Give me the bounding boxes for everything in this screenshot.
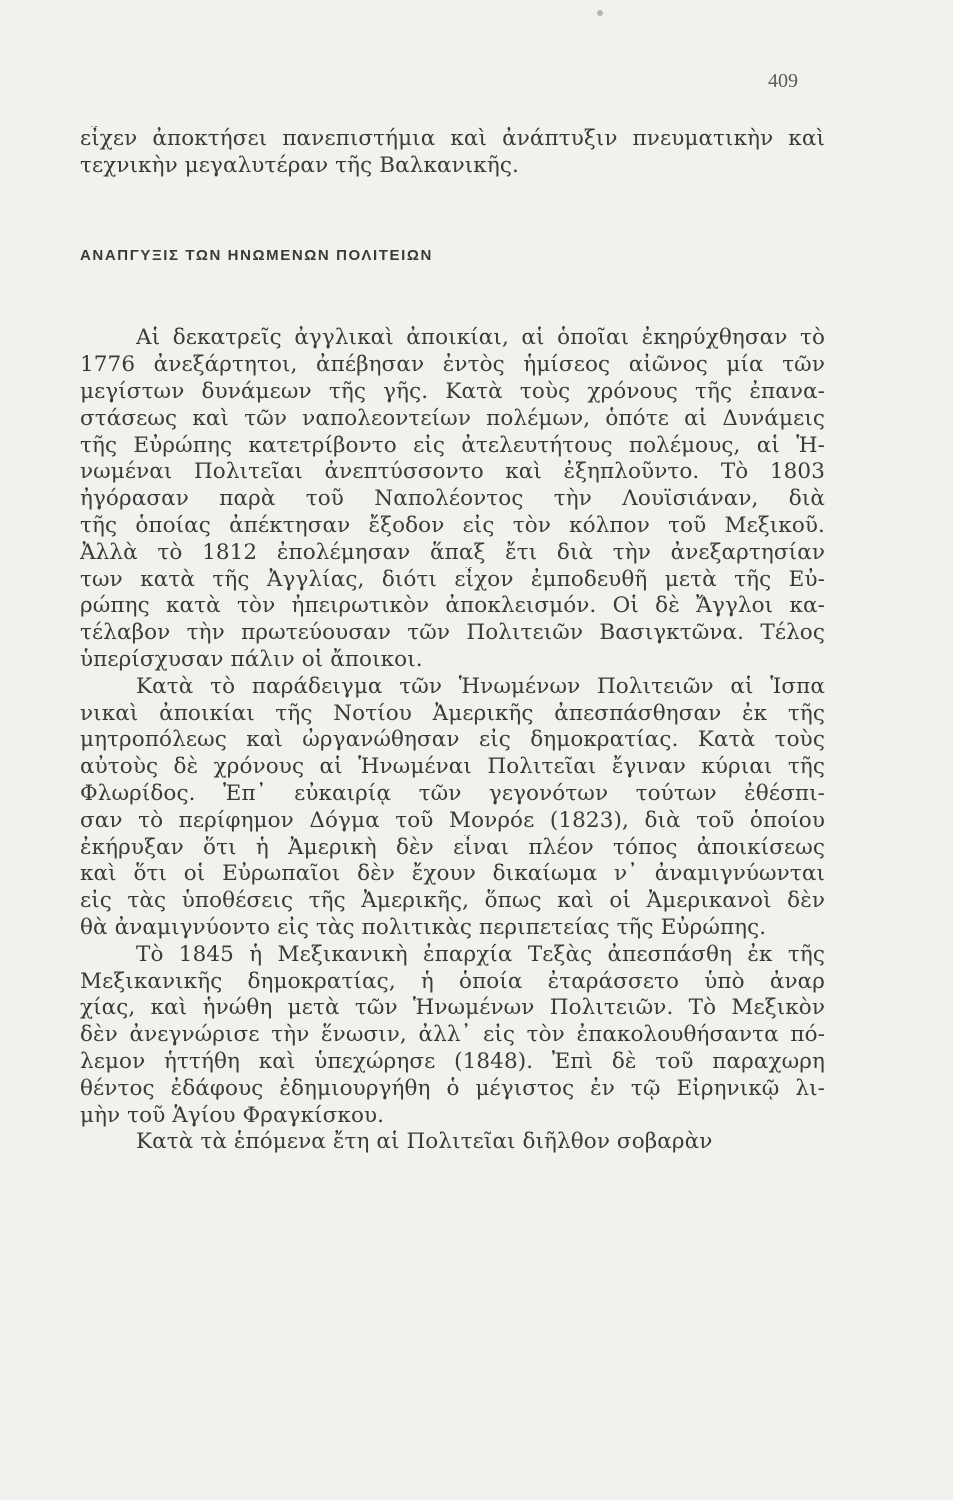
text-line: Ἀλλὰ τὸ 1812 ἐπολέμησαν ἅπαξ ἔτι διὰ τὴν ἀνεξαρτησίαν <box>80 539 825 565</box>
text-line: τέλαβον τὴν πρωτεύουσαν τῶν Πολιτειῶν Βασιγκτῶνα. Τέλος <box>80 620 825 646</box>
text-line: λεμον ἡττήθη καὶ ὑπεχώρησε (1848). Ἐπὶ δὲ τοῦ παραχωρη <box>80 1048 825 1074</box>
text-line: τῆς Εὐρώπης κατετρίβοντο εἰς ἀτελευτήτους πολέμους, αἱ Ἡ- <box>80 432 825 458</box>
text-line: δὲν ἀνεγνώρισε τὴν ἕνωσιν, ἀλλ᾿ εἰς τὸν ἐπακολουθήσαντα πό- <box>80 1022 825 1048</box>
text-line: θέντος ἐδάφους ἐδημιουργήθη ὁ μέγιστος ἐν τῷ Εἰρηνικῷ λι- <box>80 1075 825 1101</box>
text-line: Αἱ δεκατρεῖς ἀγγλικαὶ ἀποικίαι, αἱ ὁποῖαι ἐκηρύχθησαν τὸ <box>136 325 825 351</box>
text-line: σαν τὸ περίφημον Δόγμα τοῦ Μονρόε (1823), διὰ τοῦ ὁποίου <box>80 807 825 833</box>
text-line: χίας, καὶ ἡνώθη μετὰ τῶν Ἡνωμένων Πολιτειῶν. Τὸ Μεξικὸν <box>80 995 825 1021</box>
page-text <box>80 126 825 1156</box>
text-line: Φλωρίδος. Ἐπ᾿ εὐκαιρίᾳ τῶν γεγονότων τούτων ἐθέσπι- <box>80 780 825 806</box>
text-line: Μεξικανικῆς δημοκρατίας, ἡ ὁποία ἐταράσσετο ὑπὸ ἀναρ <box>80 968 825 994</box>
text-line: μὴν τοῦ Ἁγίου Φραγκίσκου. <box>80 1102 385 1128</box>
text-line: μεγίστων δυνάμεων τῆς γῆς. Κατὰ τοὺς χρόνους τῆς ἐπανα- <box>80 378 825 404</box>
text-line: ρώπης κατὰ τὸν ἠπειρωτικὸν ἀποκλεισμόν. Οἱ δὲ Ἄγγλοι κα- <box>80 593 825 619</box>
text-line: θὰ ἀναμιγνύοντο εἰς τὰς πολιτικὰς περιπετείας τῆς Εὐρώπης. <box>80 914 767 940</box>
text-line: ἐκήρυξαν ὅτι ἡ Ἀμερικὴ δὲν εἶναι πλέον τόπος ἀποικίσεως <box>80 834 825 860</box>
text-line: στάσεως καὶ τῶν ναπολεοντείων πολέμων, ὁπότε αἱ Δυνάμεις <box>80 405 825 431</box>
intro-paragraph <box>80 126 825 180</box>
text-line: Κατὰ τὰ ἑπόμενα ἔτη αἱ Πολιτεῖαι διῆλθον σοβαρὰν <box>136 1129 713 1155</box>
body-text <box>80 325 825 1156</box>
text-line: Τὸ 1845 ἡ Μεξικανικὴ ἐπαρχία Τεξὰς ἀπεσπάσθη ἐκ τῆς <box>136 941 825 967</box>
section-heading: ΑΝΑΠΓΥΞΙΣ ΤΩΝ ΗΝΩΜΕΝΩΝ ΠΟΛΙΤΕΙΩΝ <box>80 246 433 264</box>
text-line: 1776 ἀνεξάρτητοι, ἀπέβησαν ἐντὸς ἡμίσεος αἰῶνος μία τῶν <box>80 352 825 378</box>
page-dot-mark <box>597 10 603 16</box>
text-line: τεχνικὴν μεγαλυτέραν τῆς Βαλκανικῆς. <box>80 152 519 178</box>
text-line: καὶ ὅτι οἱ Εὐρωπαῖοι δὲν ἔχουν δικαίωμα ν᾿ ἀναμιγνύωνται <box>80 861 825 887</box>
text-line: εἰς τὰς ὑποθέσεις τῆς Ἀμερικῆς, ὅπως καὶ οἱ Ἀμερικανοὶ δὲν <box>80 888 825 914</box>
text-line: αὐτοὺς δὲ χρόνους αἱ Ἡνωμέναι Πολιτεῖαι ἔγιναν κύριαι τῆς <box>80 754 825 780</box>
text-line: εἶχεν ἀποκτήσει πανεπιστήμια καὶ ἀνάπτυξιν πνευματικὴν καὶ <box>80 126 825 151</box>
text-line: των κατὰ τῆς Ἀγγλίας, διότι εἶχον ἐμποδευθῆ μετὰ τῆς Εὐ- <box>80 566 825 592</box>
page-number: 409 <box>768 70 798 92</box>
text-line: ἠγόρασαν παρὰ τοῦ Ναπολέοντος τὴν Λουϊσιάναν, διὰ <box>80 486 825 512</box>
text-line: Κατὰ τὸ παράδειγμα τῶν Ἡνωμένων Πολιτειῶν αἱ Ἱσπα <box>136 673 825 699</box>
text-line: ὑπερίσχυσαν πάλιν οἱ ἄποικοι. <box>80 646 423 672</box>
text-line: νικαὶ ἀποικίαι τῆς Νοτίου Ἀμερικῆς ἀπεσπάσθησαν ἐκ τῆς <box>80 700 825 726</box>
text-line: τῆς ὁποίας ἀπέκτησαν ἔξοδον εἰς τὸν κόλπον τοῦ Μεξικοῦ. <box>80 512 825 538</box>
text-line: μητροπόλεως καὶ ὠργανώθησαν εἰς δημοκρατίας. Κατὰ τοὺς <box>80 727 825 753</box>
text-line: νωμέναι Πολιτεῖαι ἀνεπτύσσοντο καὶ ἐξηπλοῦντο. Τὸ 1803 <box>80 459 825 485</box>
